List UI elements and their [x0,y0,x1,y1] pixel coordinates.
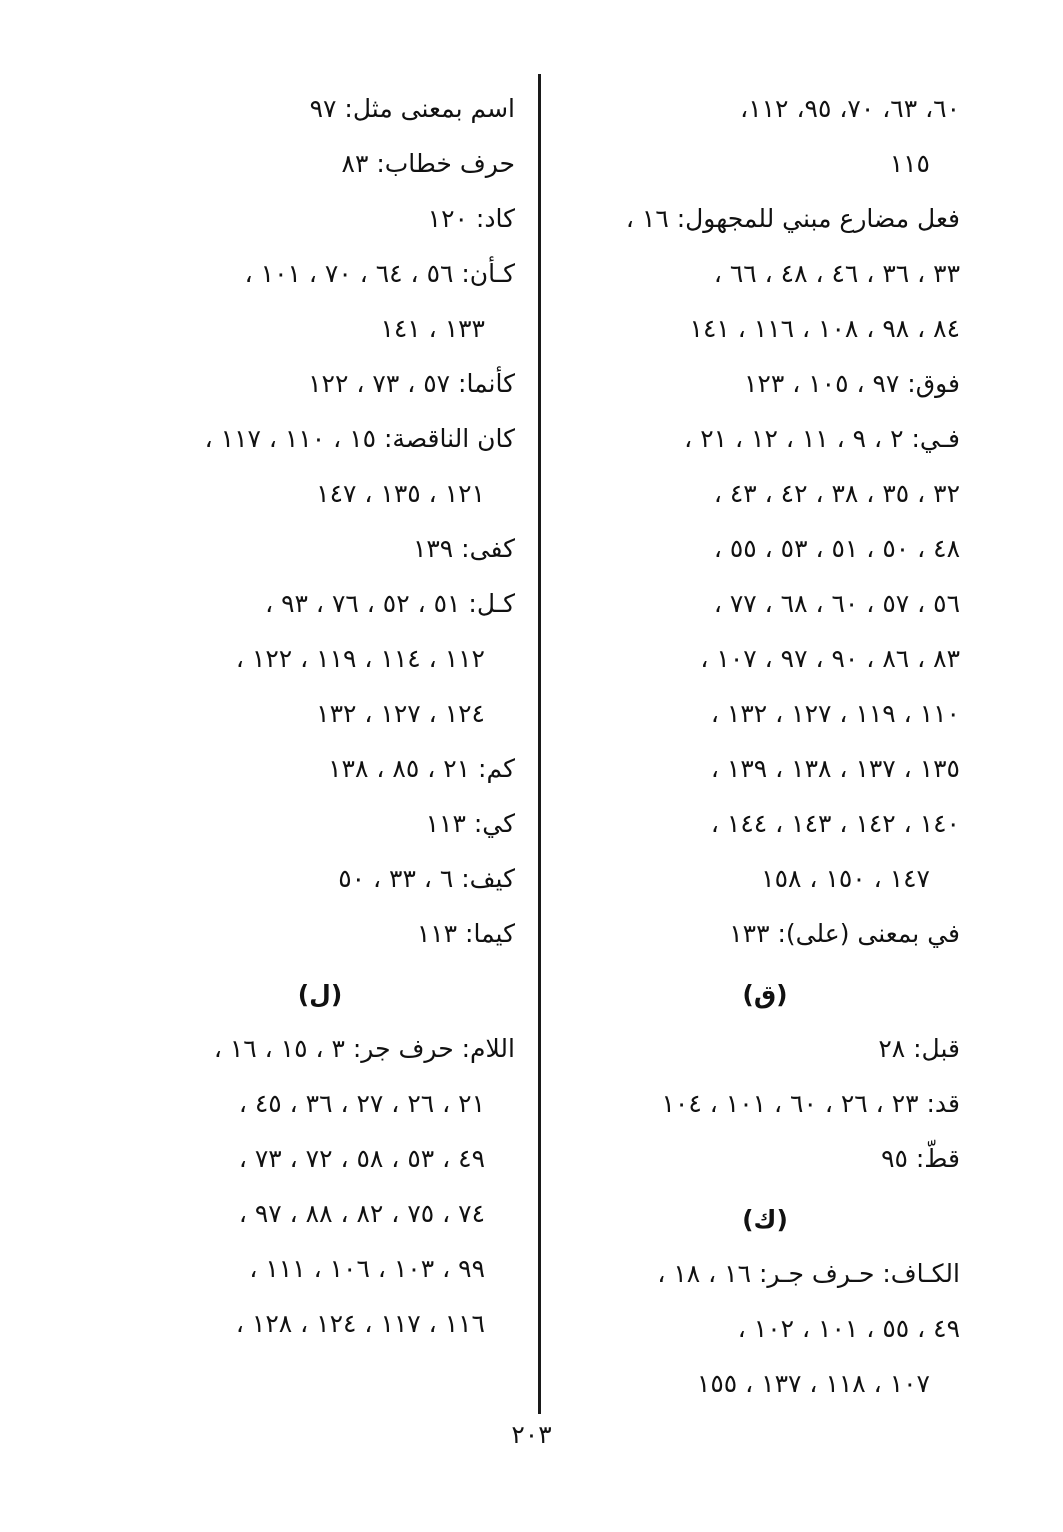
index-entry-line: كيف: ٦ ، ٣٣ ، ٥٠ [338,864,515,893]
index-entry-line: ٦٠، ٦٣، ٧٠، ٩٥، ١١٢، [740,94,960,123]
index-entry-line: ٧٤ ، ٧٥ ، ٨٢ ، ٨٨ ، ٩٧ ، [238,1199,485,1228]
index-entry-line: في بمعنى (على): ١٣٣ [729,919,960,948]
index-entry-line: كي: ١١٣ [425,809,515,838]
index-entry-line: ٣٣ ، ٣٦ ، ٤٦ ، ٤٨ ، ٦٦ ، [713,259,960,288]
index-entry-line: فـي: ٢ ، ٩ ، ١١ ، ١٢ ، ٢١ ، [684,424,960,453]
index-entry-line: ١١٥ [889,149,930,178]
index-entry-line: ١١٠ ، ١١٩ ، ١٢٧ ، ١٣٢ ، [710,699,960,728]
index-entry-line: ١٢٤ ، ١٢٧ ، ١٣٢ [316,699,485,728]
index-entry-line: اسم بمعنى مثل: ٩٧ [309,94,515,123]
index-entry-line: ٨٤ ، ٩٨ ، ١٠٨ ، ١١٦ ، ١٤١ [689,314,960,343]
index-entry-line: ١٤٠ ، ١٤٢ ، ١٤٣ ، ١٤٤ ، [710,809,960,838]
index-entry-line: كـأن: ٥٦ ، ٦٤ ، ٧٠ ، ١٠١ ، [244,259,515,288]
index-entry-line: ٩٩ ، ١٠٣ ، ١٠٦ ، ١١١ ، [249,1254,485,1283]
section-letter-heading: (ل) [297,980,343,1009]
index-entry-line: ٨٣ ، ٨٦ ، ٩٠ ، ٩٧ ، ١٠٧ ، [700,644,960,673]
section-letter-heading: (ك) [742,1205,788,1234]
index-entry-line: فوق: ٩٧ ، ١٠٥ ، ١٢٣ [743,369,960,398]
index-entry-line: ١٠٧ ، ١١٨ ، ١٣٧ ، ١٥٥ [696,1369,930,1398]
index-entry-line: ١٢١ ، ١٣٥ ، ١٤٧ [316,479,485,508]
column-divider [538,74,541,1414]
index-entry-line: قد: ٢٣ ، ٢٦ ، ٦٠ ، ١٠١ ، ١٠٤ [661,1089,960,1118]
section-letter-heading: (ق) [742,980,788,1009]
index-entry-line: ٢١ ، ٢٦ ، ٢٧ ، ٣٦ ، ٤٥ ، [238,1089,485,1118]
index-entry-line: قبل: ٢٨ [878,1034,960,1063]
index-entry-line: ٥٦ ، ٥٧ ، ٦٠ ، ٦٨ ، ٧٧ ، [713,589,960,618]
index-entry-line: كـل: ٥١ ، ٥٢ ، ٧٦ ، ٩٣ ، [265,589,515,618]
index-column-left [125,84,515,1354]
index-entry-line: ١١٦ ، ١١٧ ، ١٢٤ ، ١٢٨ ، [235,1309,485,1338]
index-entry-line: كفى: ١٣٩ [412,534,515,563]
index-entry-line: اللام: حرف جر: ٣ ، ١٥ ، ١٦ ، [213,1034,515,1063]
index-entry-line: كم: ٢١ ، ٨٥ ، ١٣٨ [328,754,515,783]
index-entry-line: ٤٨ ، ٥٠ ، ٥١ ، ٥٣ ، ٥٥ ، [713,534,960,563]
index-entry-line: قطّ: ٩٥ [881,1144,960,1173]
index-entry-line: كأنما: ٥٧ ، ٧٣ ، ١٢٢ [308,369,515,398]
index-entry-line: ٣٢ ، ٣٥ ، ٣٨ ، ٤٢ ، ٤٣ ، [713,479,960,508]
index-entry-line: ١٤٧ ، ١٥٠ ، ١٥٨ [761,864,930,893]
index-entry-line: ١٣٣ ، ١٤١ [380,314,485,343]
index-entry-line: كاد: ١٢٠ [427,204,515,233]
index-entry-line: فعل مضارع مبني للمجهول: ١٦ ، [625,204,960,233]
index-entry-line: الكـاف: حـرف جـر: ١٦ ، ١٨ ، [657,1259,960,1288]
index-entry-line: ٤٩ ، ٥٥ ، ١٠١ ، ١٠٢ ، [737,1314,960,1343]
index-entry-line: ١١٢ ، ١١٤ ، ١١٩ ، ١٢٢ ، [235,644,485,673]
index-entry-line: كيما: ١١٣ [416,919,515,948]
index-entry-line: حرف خطاب: ٨٣ [341,149,515,178]
index-entry-line: كان الناقصة: ١٥ ، ١١٠ ، ١١٧ ، [204,424,515,453]
index-column-right [570,84,960,1414]
page-number: ٢٠٣ [511,1420,552,1449]
index-entry-line: ٤٩ ، ٥٣ ، ٥٨ ، ٧٢ ، ٧٣ ، [238,1144,485,1173]
index-entry-line: ١٣٥ ، ١٣٧ ، ١٣٨ ، ١٣٩ ، [710,754,960,783]
